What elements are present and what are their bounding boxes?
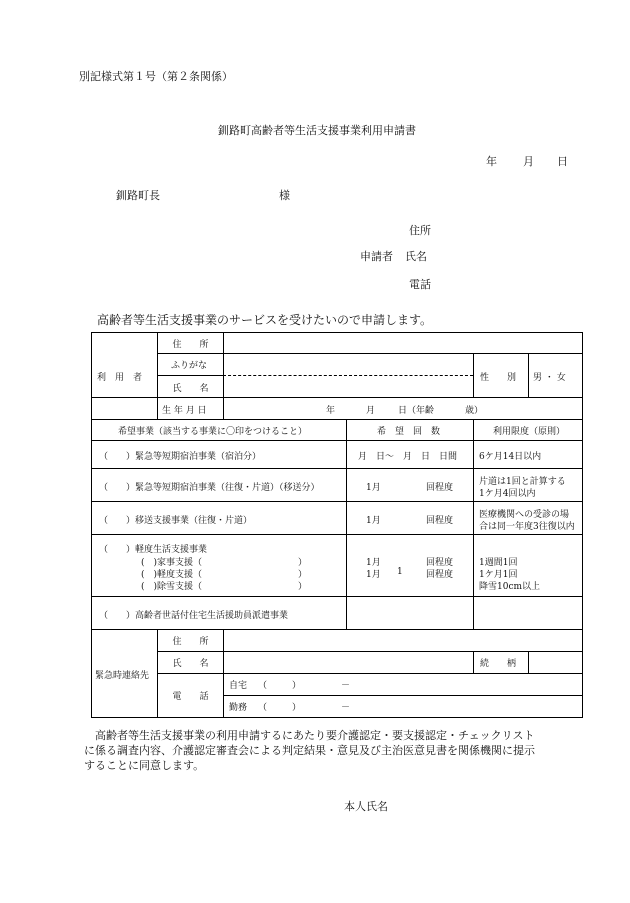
birth-month-label: 月 bbox=[366, 406, 376, 416]
user-address-field[interactable] bbox=[225, 334, 581, 352]
service-row-5-name[interactable]: （ ）高齢者世話付住宅生活援助員派遣事業 bbox=[99, 611, 289, 621]
gender-label: 性 別 bbox=[480, 373, 517, 383]
birth-day-label: 日（年齢 bbox=[398, 406, 435, 416]
service-row-3-count-times: 回程度 bbox=[426, 516, 454, 526]
emergency-work-label: 勤務 bbox=[229, 703, 248, 713]
service-row-3-limit-2: 合は同一年度3往復以内 bbox=[479, 522, 575, 532]
service-row-4-sub-1[interactable]: ( )家事支援（ bbox=[141, 558, 203, 568]
limit-col-header: 利用限度（原則） bbox=[493, 427, 566, 437]
service-row-4-count-2-value: 1 bbox=[397, 567, 403, 577]
service-row-4-count-2-month: 1月 bbox=[366, 570, 381, 580]
applicant-name-label: 氏名 bbox=[405, 250, 427, 263]
birth-age-label: 歳） bbox=[465, 406, 484, 416]
emergency-name-label: 氏 名 bbox=[172, 659, 209, 669]
user-furigana-field[interactable] bbox=[225, 355, 471, 373]
service-row-3-name[interactable]: （ ）移送支援事業（往復・片道） bbox=[99, 516, 253, 526]
emergency-home-phone-field[interactable] bbox=[270, 676, 410, 692]
service-row-1-count: 月 日～ 月 日 日間 bbox=[358, 452, 458, 462]
service-row-4-count-1-month: 1月 bbox=[366, 558, 381, 568]
emergency-home-dash: － bbox=[341, 681, 351, 691]
emergency-work-phone-field[interactable] bbox=[270, 698, 410, 714]
applicant-role-label: 申請者 bbox=[360, 250, 393, 263]
service-row-4-limit-2: 1ケ月1回 bbox=[479, 570, 518, 580]
consent-line-1: 高齢者等生活支援事業の利用申請するにあたり要介護認定・要支援認定・チェックリスト bbox=[95, 729, 535, 742]
applicant-address-label: 住所 bbox=[409, 224, 431, 237]
consent-line-3: することに同意します。 bbox=[84, 759, 205, 772]
service-row-3-limit-1: 医療機関への受診の場 bbox=[479, 510, 570, 520]
addressee-honorific: 様 bbox=[279, 189, 290, 202]
emergency-relation-field[interactable] bbox=[530, 653, 581, 671]
service-row-4-sub-2[interactable]: ( )軽度支援（ bbox=[141, 570, 203, 580]
service-row-2-count-times: 回程度 bbox=[426, 483, 454, 493]
service-row-2-limit-1: 片道は1回と計算する bbox=[479, 477, 566, 487]
form-number: 別記様式第１号（第２条関係） bbox=[79, 70, 233, 83]
user-name-label: 氏 名 bbox=[172, 384, 209, 394]
consent-line-2: に係る調査内容、介護認定審査会による判定結果・意見及び主治医意見書を関係機関に提示 bbox=[84, 744, 535, 757]
birthdate-label: 生 年 月 日 bbox=[162, 406, 207, 416]
date-year-label: 年 bbox=[486, 155, 497, 168]
service-row-4-limit-3: 降雪10cm以上 bbox=[479, 582, 541, 592]
emergency-work-paren-open: （ bbox=[258, 703, 268, 713]
service-row-4-sub-3[interactable]: ( )除雪支援（ bbox=[141, 582, 203, 592]
service-row-4-paren-2: ） bbox=[298, 570, 308, 580]
service-row-2-count-month: 1月 bbox=[366, 483, 381, 493]
user-name-field[interactable] bbox=[225, 377, 471, 395]
gender-options[interactable]: 男 ・ 女 bbox=[533, 373, 566, 383]
service-row-2-name[interactable]: （ ）緊急等短期宿泊事業（往復・片道）（移送分） bbox=[99, 483, 320, 493]
emergency-home-paren-close: ） bbox=[292, 681, 302, 691]
service-row-4-limit-1: 1週間1回 bbox=[479, 558, 518, 568]
intro-text: 高齢者等生活支援事業のサービスを受けたいので申請します。 bbox=[97, 313, 433, 327]
user-address-label: 住 所 bbox=[172, 340, 209, 350]
emergency-name-field[interactable] bbox=[225, 653, 471, 671]
services-col-header: 希望事業（該当する事業に〇印をつけること） bbox=[118, 427, 308, 437]
emergency-address-label: 住 所 bbox=[172, 637, 209, 647]
applicant-phone-label: 電話 bbox=[409, 278, 431, 291]
service-row-4-paren-1: ） bbox=[298, 558, 308, 568]
signature-field[interactable] bbox=[396, 794, 566, 812]
addressee: 釧路町長 bbox=[116, 189, 160, 202]
birth-year-label: 年 bbox=[326, 406, 336, 416]
emergency-relation-label: 続 柄 bbox=[480, 659, 517, 669]
emergency-work-dash: － bbox=[341, 703, 351, 713]
service-row-4-count-2-times: 回程度 bbox=[426, 570, 454, 580]
emergency-phone-label: 電 話 bbox=[172, 692, 209, 702]
count-col-header: 希 望 回 数 bbox=[377, 427, 441, 437]
service-row-3-count-month: 1月 bbox=[366, 516, 381, 526]
signature-label: 本人氏名 bbox=[344, 800, 388, 813]
user-section-label: 利 用 者 bbox=[97, 373, 143, 383]
date-day-label: 日 bbox=[557, 155, 568, 168]
service-row-4-paren-3: ） bbox=[298, 582, 308, 592]
emergency-work-paren-close: ） bbox=[292, 703, 302, 713]
date-month-label: 月 bbox=[523, 155, 534, 168]
emergency-home-paren-open: （ bbox=[258, 681, 268, 691]
emergency-home-label: 自宅 bbox=[229, 681, 248, 691]
service-row-1-name[interactable]: （ ）緊急等短期宿泊事業（宿泊分） bbox=[99, 452, 262, 462]
service-row-2-limit-2: 1ケ月4回以内 bbox=[479, 489, 536, 499]
service-row-4-name[interactable]: （ ）軽度生活支援事業 bbox=[99, 545, 208, 555]
emergency-address-field[interactable] bbox=[225, 631, 581, 649]
emergency-section-label: 緊急時連絡先 bbox=[95, 671, 150, 681]
form-title: 釧路町高齢者等生活支援事業利用申請書 bbox=[218, 124, 416, 137]
service-row-4-count-1-times: 回程度 bbox=[426, 558, 454, 568]
furigana-label: ふりがな bbox=[171, 361, 208, 371]
service-row-1-limit: 6ケ月14日以内 bbox=[479, 452, 542, 462]
